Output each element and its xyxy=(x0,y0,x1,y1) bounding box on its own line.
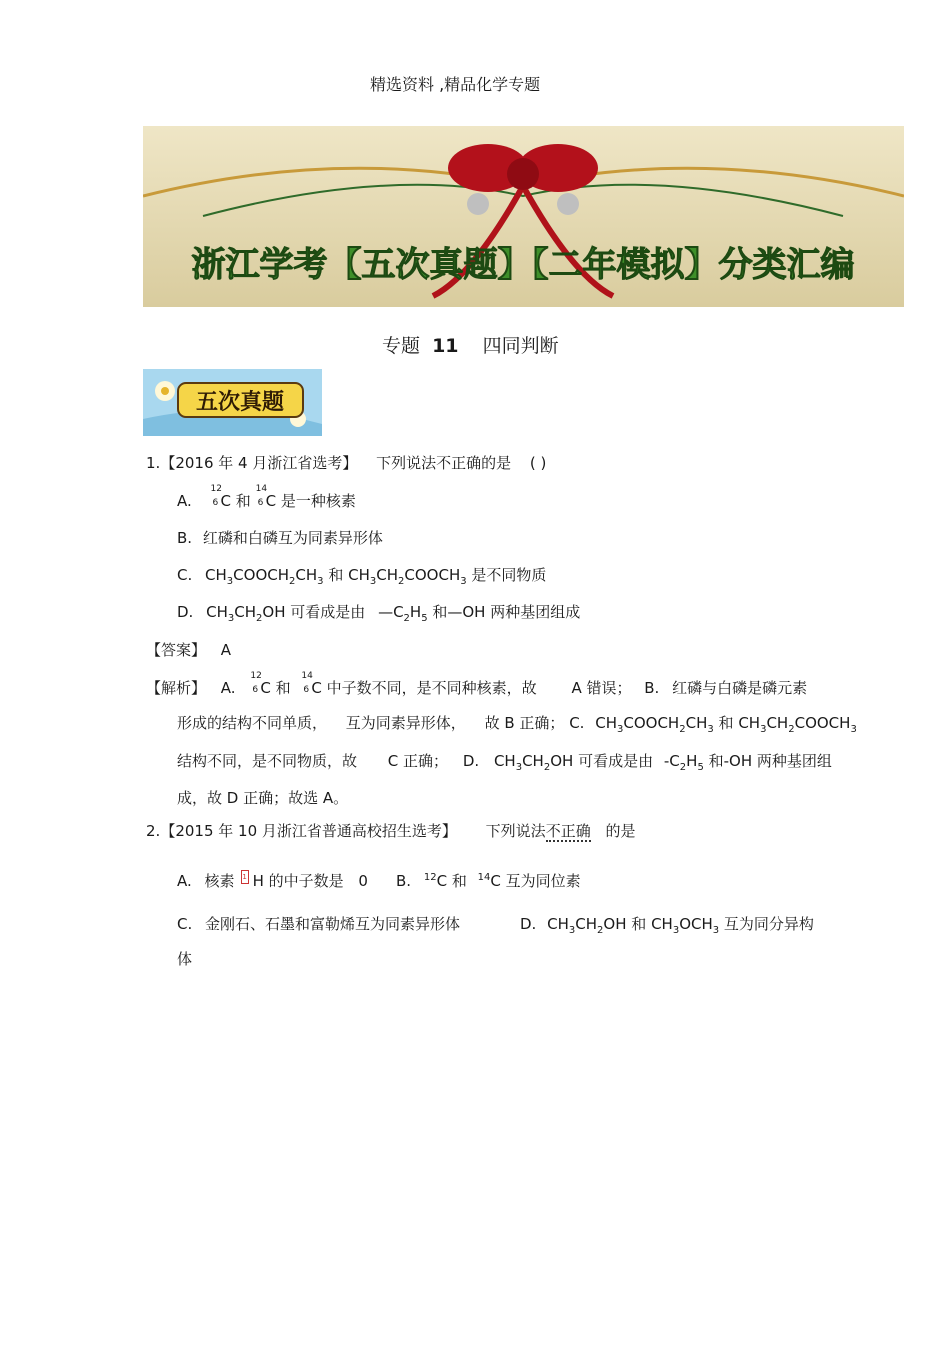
q2-option-b: B. $^{12}$C 和 $^{14}$C 互为同位素 xyxy=(396,872,581,890)
q1-option-a: A. 12 6 C 和 14 6 C 是一种核素 xyxy=(177,484,356,510)
section-badge xyxy=(143,369,322,436)
q1-analysis-line3: 结构不同，是不同物质，故 C 正确； D. $CH_3CH_2OH$ 可看成是由 $-C_2H_5$ 和-OH 两种基团组 xyxy=(177,752,832,773)
topic-title xyxy=(382,331,559,358)
q2-option-d: D. $CH_3CH_2OH$ 和 $CH_3OCH_3$ 互为同分异构 xyxy=(520,915,814,936)
q1-stem: 1.【2016 年 4 月浙江省选考】 下列说法不正确的是 ( ) xyxy=(146,454,547,472)
topic-number: 11 xyxy=(432,335,459,357)
banner-text: 浙江学考【五次真题】【二年模拟】分类汇编 xyxy=(191,245,855,285)
q2-option-a: A. 核素 1 H 的中子数是 0 xyxy=(177,872,368,890)
q1-answer: 【答案】 A xyxy=(146,641,232,659)
banner-image xyxy=(143,126,904,307)
page-header: 精选资料 ,精品化学专题 xyxy=(370,75,541,94)
badge-text: 五次真题 xyxy=(195,390,285,415)
q2-stem: 2.【2015 年 10 月浙江省普通高校招生选考】 下列说法不正确 的是 xyxy=(146,822,636,840)
q1-option-d: D. $CH_3CH_2OH$ 可看成是由 $—C_2H_5$ 和—OH 两种基团组成 xyxy=(177,603,581,624)
q1-analysis-line2: 形成的结构不同单质， 互为同素异形体， 故 B 正确； C. $CH_3COOCH_2CH_3$ 和 $CH_3CH_2COOCH_3$ xyxy=(177,714,857,735)
topic-label: 专题 xyxy=(382,335,421,357)
topic-name: 四同判断 xyxy=(482,335,559,357)
q1-analysis-line1: 【解析】 A. 12 6 C 和 14 6 C 中子数不同，是不同种核素，故 A 错误； B. 红磷与白磷是磷元素 xyxy=(146,671,808,697)
q1-option-c: C. $CH_3COOCH_2CH_3$ 和 $CH_3CH_2COOCH_3$ 是不同物质 xyxy=(177,566,547,587)
q1-analysis-line4: 成，故 D 正确；故选 A。 xyxy=(177,789,349,807)
nuclide-mark-icon: 1 xyxy=(241,870,249,884)
q2-option-c: C. 金刚石、石墨和富勒烯互为同素异形体 xyxy=(177,915,461,933)
q2-option-d-continued: 体 xyxy=(177,950,193,968)
q1-option-b: B. 红磷和白磷互为同素异形体 xyxy=(177,529,383,547)
